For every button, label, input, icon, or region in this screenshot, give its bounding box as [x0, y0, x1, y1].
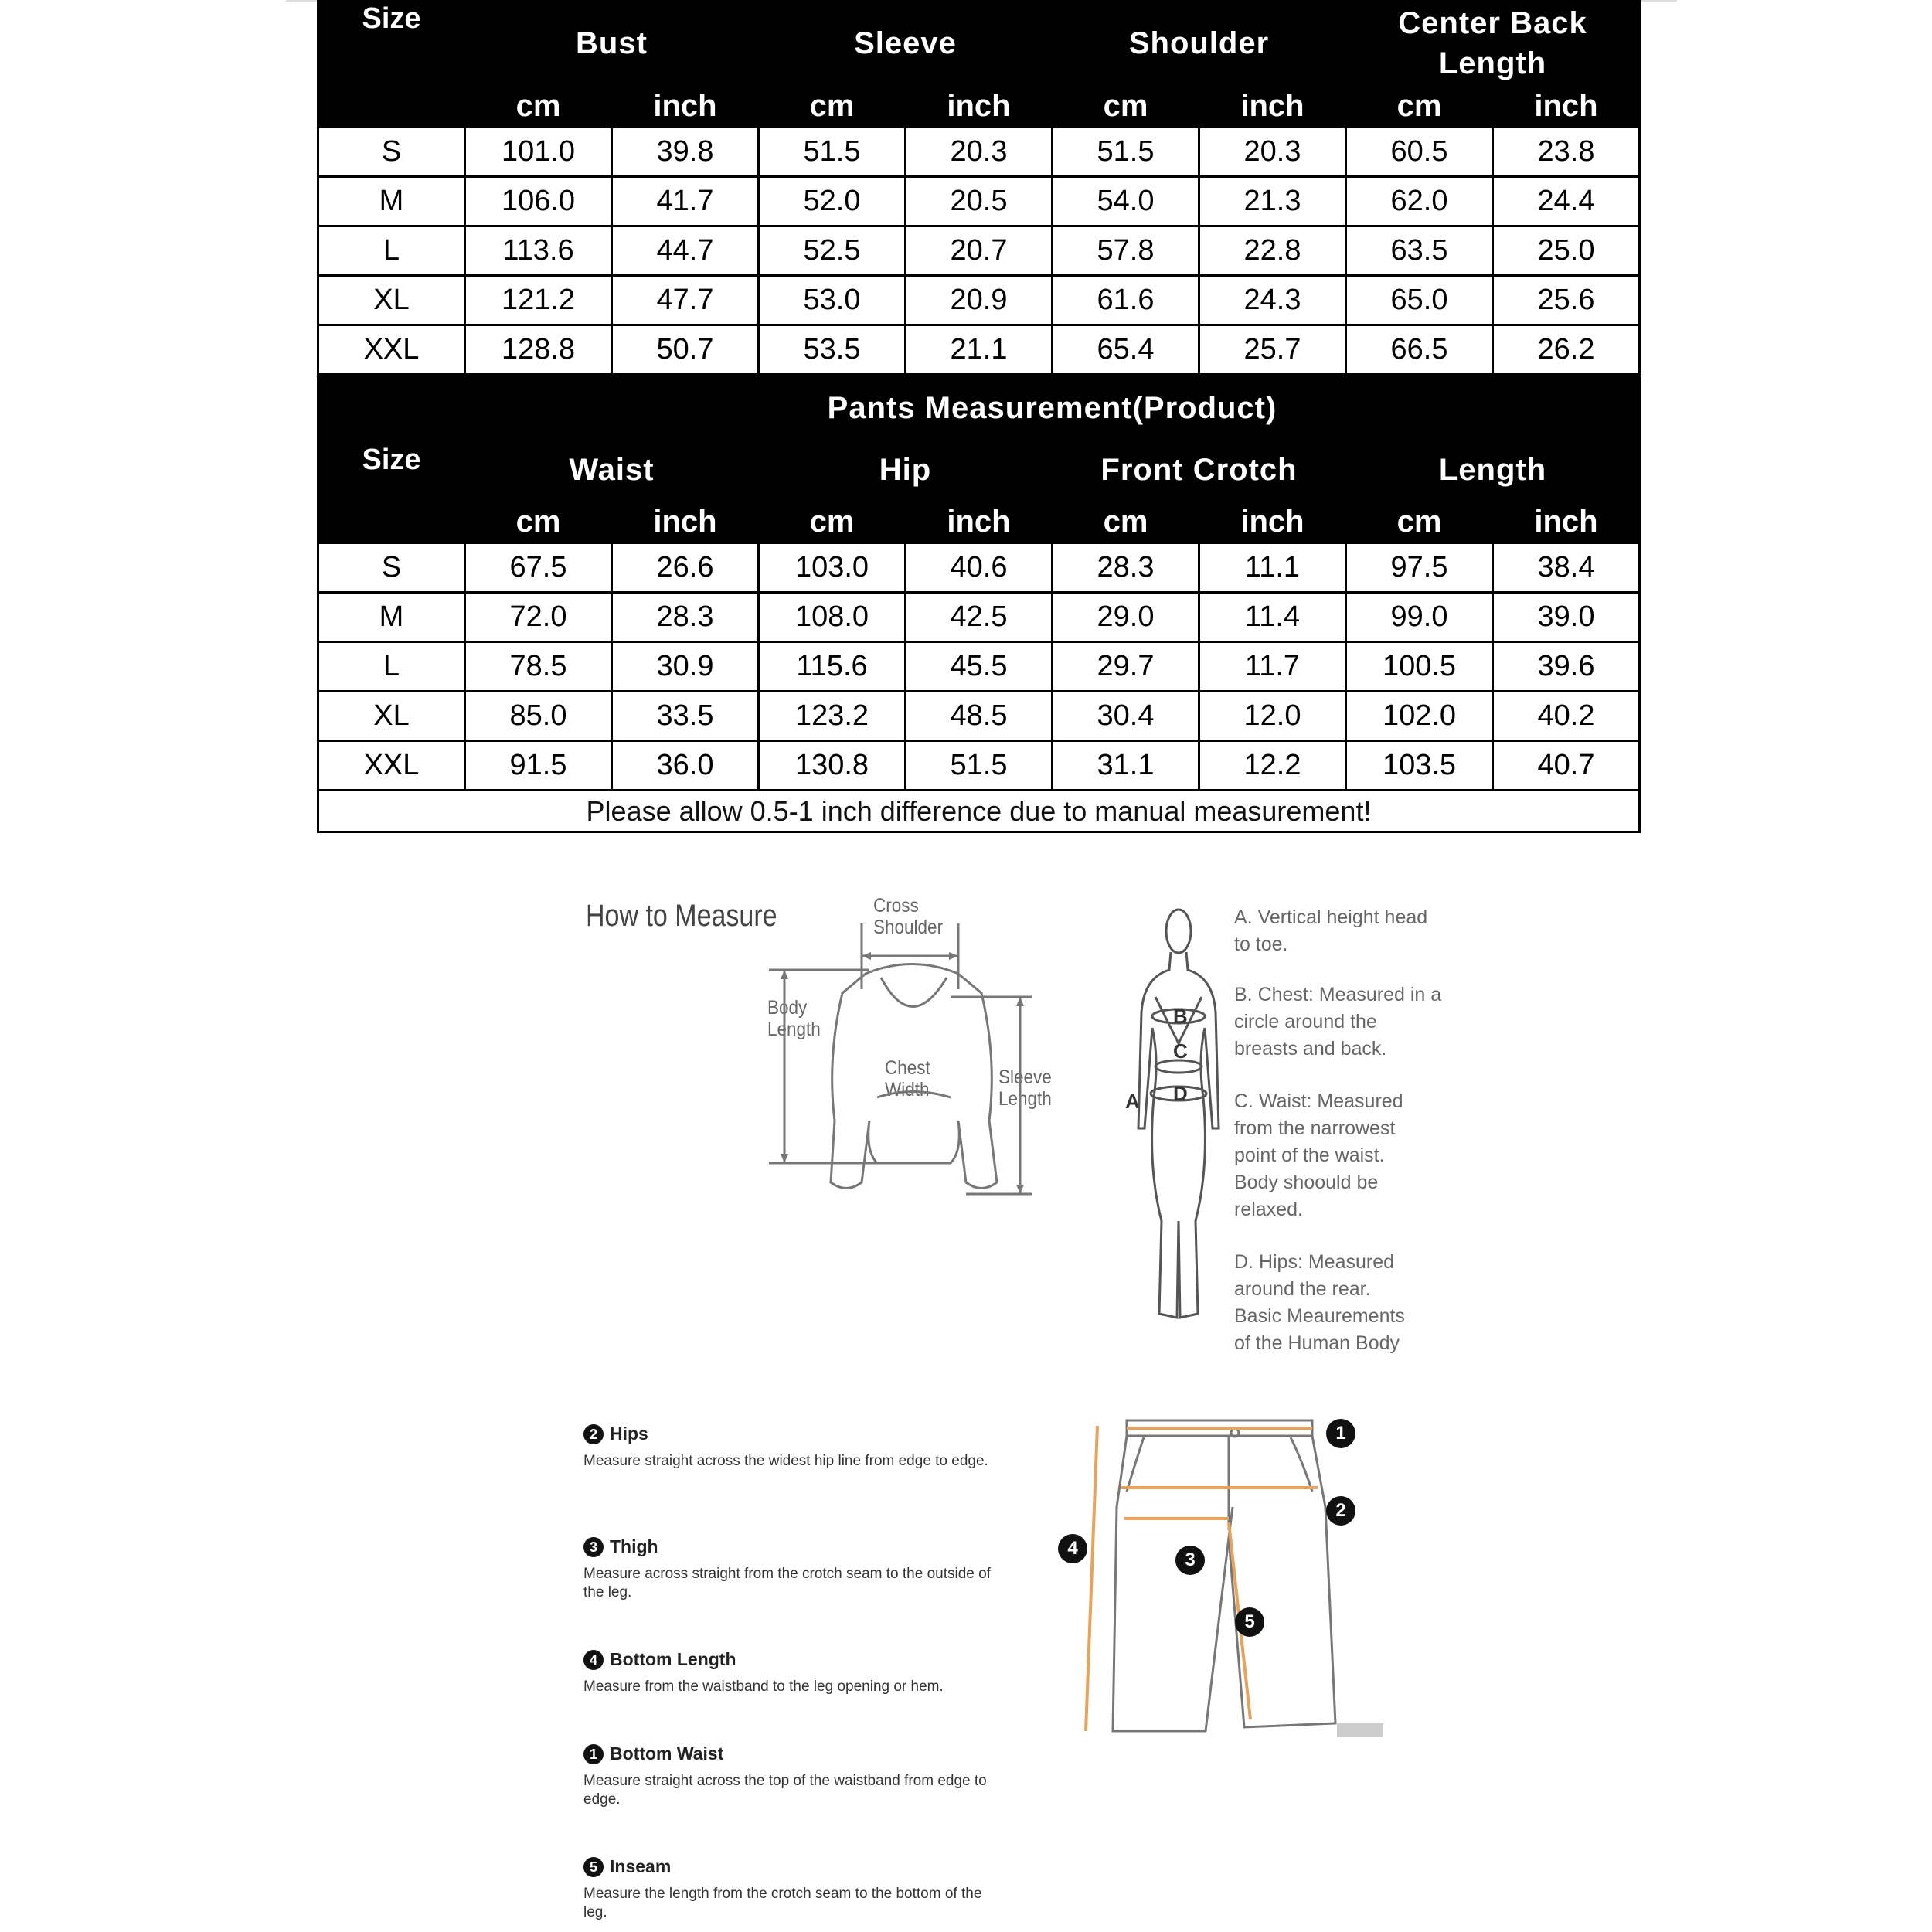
diagram-badge-5: 5: [1235, 1607, 1264, 1637]
table-cell: 40.6: [906, 543, 1053, 593]
table-cell: 21.1: [906, 325, 1053, 375]
guide-item-thigh: [583, 1536, 1001, 1602]
table-cell: 63.5: [1346, 226, 1493, 276]
cross-shoulder-label: Cross Shoulder: [873, 895, 944, 938]
guide-desc: Measure the length from the crotch seam to the bottom of the leg.: [583, 1886, 982, 1920]
body-length-label: Body Length: [767, 997, 821, 1040]
unit-header: cm: [465, 502, 612, 543]
table-cell: 106.0: [465, 177, 612, 226]
guide-title: Hips: [610, 1423, 648, 1444]
diagram-badge-2: 2: [1326, 1496, 1355, 1526]
table-cell: 61.6: [1053, 276, 1199, 325]
table-cell: 45.5: [906, 642, 1053, 692]
group-header: Length: [1346, 440, 1640, 502]
group-header: Shoulder: [1053, 2, 1346, 86]
guide-desc: Measure straight across the top of the waistband from edge to edge.: [583, 1773, 987, 1808]
guide-desc: Measure straight across the widest hip line from edge to edge.: [583, 1453, 988, 1469]
diagram-badge-1: 1: [1326, 1419, 1355, 1448]
definition-a: A. Vertical height head to toe.: [1234, 906, 1428, 955]
table-cell: 101.0: [465, 128, 612, 177]
size-cell: M: [318, 177, 465, 226]
table-cell: 26.6: [612, 543, 759, 593]
table-cell: 30.4: [1053, 692, 1199, 741]
table-cell: 42.5: [906, 593, 1053, 642]
table-cell: 20.9: [906, 276, 1053, 325]
table-cell: 103.5: [1346, 741, 1493, 791]
unit-header: inch: [1493, 86, 1640, 128]
table-row: [318, 325, 1640, 375]
table-cell: 20.5: [906, 177, 1053, 226]
unit-header: inch: [1199, 502, 1346, 543]
table-cell: 28.3: [1053, 543, 1199, 593]
number-badge: 1: [583, 1744, 604, 1764]
table-cell: 100.5: [1346, 642, 1493, 692]
pants-diagram: [1082, 1414, 1406, 1747]
table-cell: 67.5: [465, 543, 612, 593]
table-cell: 41.7: [612, 177, 759, 226]
table-cell: 24.3: [1199, 276, 1346, 325]
how-to-measure-title: How to Measure: [586, 899, 777, 933]
size-cell: L: [318, 226, 465, 276]
table-cell: 99.0: [1346, 593, 1493, 642]
table-row: [318, 177, 1640, 226]
table-row: [318, 543, 1640, 593]
guide-title: Thigh: [610, 1536, 658, 1556]
table-cell: 29.0: [1053, 593, 1199, 642]
table-cell: 121.2: [465, 276, 612, 325]
table-row: [318, 226, 1640, 276]
table-cell: 50.7: [612, 325, 759, 375]
pants-size-table: [317, 376, 1641, 833]
table-cell: 60.5: [1346, 128, 1493, 177]
chest-width-label: Chest Width: [885, 1057, 930, 1100]
table-cell: 130.8: [759, 741, 906, 791]
top-size-table: [317, 0, 1641, 376]
table-cell: 51.5: [1053, 128, 1199, 177]
measurement-note: Please allow 0.5-1 inch difference due to manual measurement!: [318, 791, 1640, 832]
table-cell: 40.2: [1493, 692, 1640, 741]
size-cell: XXL: [318, 741, 465, 791]
number-badge: 4: [583, 1650, 604, 1670]
table-cell: 25.7: [1199, 325, 1346, 375]
table-cell: 78.5: [465, 642, 612, 692]
size-cell: L: [318, 642, 465, 692]
table-cell: 53.5: [759, 325, 906, 375]
guide-desc: Measure across straight from the crotch seam to the outside of the leg.: [583, 1566, 991, 1600]
guide-item-hips: [583, 1423, 1001, 1471]
size-cell: S: [318, 128, 465, 177]
figure-label-a: A: [1125, 1090, 1140, 1113]
table-cell: 30.9: [612, 642, 759, 692]
unit-header: inch: [906, 502, 1053, 543]
table-cell: 20.3: [1199, 128, 1346, 177]
table-cell: 11.7: [1199, 642, 1346, 692]
table-cell: 24.4: [1493, 177, 1640, 226]
table-cell: 11.4: [1199, 593, 1346, 642]
sleeve-length-label: Sleeve Length: [998, 1066, 1052, 1110]
group-header: Center Back Length: [1346, 2, 1640, 86]
definition-b: B. Chest: Measured in a circle around the breasts and back.: [1234, 984, 1442, 1060]
diagram-badge-3: 3: [1175, 1546, 1205, 1575]
unit-header: cm: [1346, 502, 1493, 543]
number-badge: 3: [583, 1537, 604, 1557]
unit-header: inch: [1493, 502, 1640, 543]
table-cell: 128.8: [465, 325, 612, 375]
table-row: [318, 593, 1640, 642]
number-badge: 5: [583, 1857, 604, 1877]
table-cell: 38.4: [1493, 543, 1640, 593]
table-cell: 51.5: [906, 741, 1053, 791]
table-cell: 12.2: [1199, 741, 1346, 791]
table-cell: 28.3: [612, 593, 759, 642]
unit-header: inch: [906, 86, 1053, 128]
diagram-badge-4: 4: [1058, 1534, 1087, 1563]
table-cell: 22.8: [1199, 226, 1346, 276]
table-row: [318, 692, 1640, 741]
table-cell: 47.7: [612, 276, 759, 325]
table-cell: 23.8: [1493, 128, 1640, 177]
unit-header: cm: [759, 86, 906, 128]
unit-header: cm: [1053, 502, 1199, 543]
group-header: Front Crotch: [1053, 440, 1346, 502]
table-row: [318, 642, 1640, 692]
table-row: [318, 741, 1640, 791]
table-cell: 39.6: [1493, 642, 1640, 692]
table-cell: 57.8: [1053, 226, 1199, 276]
guide-item-bottom-waist: [583, 1743, 1001, 1809]
table-cell: 85.0: [465, 692, 612, 741]
group-header: Bust: [465, 2, 759, 86]
guide-title: Bottom Length: [610, 1649, 736, 1669]
size-cell: XXL: [318, 325, 465, 375]
table-cell: 66.5: [1346, 325, 1493, 375]
unit-header: cm: [759, 502, 906, 543]
size-cell: XL: [318, 692, 465, 741]
table-cell: 25.6: [1493, 276, 1640, 325]
table-cell: 62.0: [1346, 177, 1493, 226]
table-cell: 52.0: [759, 177, 906, 226]
guide-item-bottom-length: [583, 1649, 1001, 1696]
table-cell: 52.5: [759, 226, 906, 276]
group-header: Hip: [759, 440, 1053, 502]
table-cell: 72.0: [465, 593, 612, 642]
table-row: [318, 276, 1640, 325]
size-cell: XL: [318, 276, 465, 325]
table-row: [318, 128, 1640, 177]
definition-d: D. Hips: Measured around the rear. Basic Meaurements of the Human Body: [1234, 1251, 1405, 1354]
table-cell: 108.0: [759, 593, 906, 642]
unit-header: inch: [612, 502, 759, 543]
table-cell: 39.0: [1493, 593, 1640, 642]
table-cell: 48.5: [906, 692, 1053, 741]
table-cell: 31.1: [1053, 741, 1199, 791]
size-cell: S: [318, 543, 465, 593]
table-cell: 65.4: [1053, 325, 1199, 375]
table-cell: 97.5: [1346, 543, 1493, 593]
table-cell: 21.3: [1199, 177, 1346, 226]
table-cell: 20.7: [906, 226, 1053, 276]
table-cell: 20.3: [906, 128, 1053, 177]
table-cell: 44.7: [612, 226, 759, 276]
table-cell: 91.5: [465, 741, 612, 791]
group-header: Waist: [465, 440, 759, 502]
table-cell: 102.0: [1346, 692, 1493, 741]
figure-label-b: B: [1173, 1005, 1188, 1028]
table-cell: 11.1: [1199, 543, 1346, 593]
table-cell: 115.6: [759, 642, 906, 692]
table-cell: 39.8: [612, 128, 759, 177]
table-cell: 12.0: [1199, 692, 1346, 741]
figure-label-d: D: [1173, 1082, 1188, 1105]
unit-header: inch: [612, 86, 759, 128]
figure-label-c: C: [1173, 1039, 1188, 1063]
table-cell: 36.0: [612, 741, 759, 791]
sweater-diagram: [765, 920, 1074, 1213]
number-badge: 2: [583, 1424, 604, 1444]
table-cell: 54.0: [1053, 177, 1199, 226]
unit-header: cm: [1053, 86, 1199, 128]
table-cell: 51.5: [759, 128, 906, 177]
size-header: Size: [318, 2, 465, 128]
table-cell: 113.6: [465, 226, 612, 276]
table-cell: 123.2: [759, 692, 906, 741]
guide-desc: Measure from the waistband to the leg opening or hem.: [583, 1679, 944, 1695]
guide-title: Bottom Waist: [610, 1743, 724, 1764]
table-cell: 65.0: [1346, 276, 1493, 325]
table-cell: 33.5: [612, 692, 759, 741]
table-cell: 40.7: [1493, 741, 1640, 791]
body-figure-diagram: [1124, 896, 1233, 1337]
pants-title: Pants Measurement(Product): [465, 378, 1640, 440]
table-cell: 103.0: [759, 543, 906, 593]
table-cell: 29.7: [1053, 642, 1199, 692]
unit-header: cm: [465, 86, 612, 128]
unit-header: inch: [1199, 86, 1346, 128]
size-cell: M: [318, 593, 465, 642]
table-cell: 53.0: [759, 276, 906, 325]
definition-c: C. Waist: Measured from the narrowest point of the waist. Body shoould be relaxed.: [1234, 1090, 1403, 1220]
table-cell: 26.2: [1493, 325, 1640, 375]
size-header: Size: [318, 378, 465, 543]
guide-title: Inseam: [610, 1856, 672, 1876]
table-cell: 25.0: [1493, 226, 1640, 276]
unit-header: cm: [1346, 86, 1493, 128]
group-header: Sleeve: [759, 2, 1053, 86]
guide-item-inseam: [583, 1856, 1001, 1922]
